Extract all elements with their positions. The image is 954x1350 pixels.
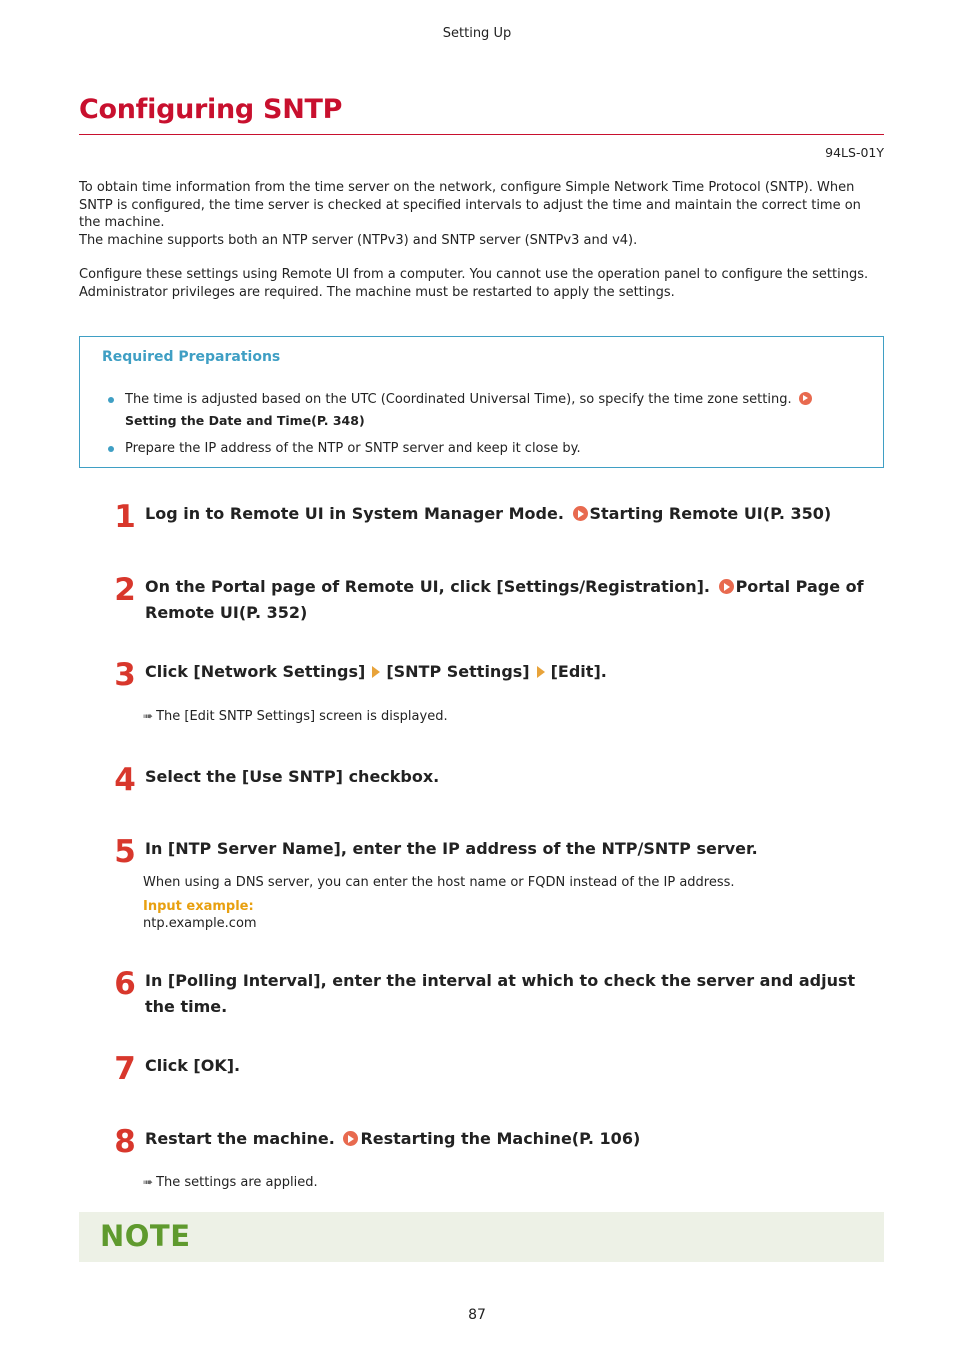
title-rule xyxy=(79,134,884,135)
preparation-link[interactable]: Setting the Date and Time(P. 348) xyxy=(125,413,365,428)
step-4: Select the [Use SNTP] checkbox. xyxy=(145,767,440,786)
intro-text: Administrator privileges are required. The machine must be restarted to apply the settings. xyxy=(79,284,675,300)
intro-text: The machine supports both an NTP server (NTPv3) and SNTP server (SNTPv3 and v4). xyxy=(79,232,638,248)
menu-path-item: [SNTP Settings] xyxy=(386,662,530,681)
preparation-item xyxy=(102,438,862,459)
step-8 xyxy=(145,1126,865,1152)
intro-text: To obtain time information from the time server on the network, configure Simple Network Time Protocol (SNTP). When SNTP is configured, the time server is checked at specified intervals to adjust the time and maintain the correct time on the machine. xyxy=(79,180,861,230)
path-separator-icon xyxy=(537,666,545,678)
bullet-icon xyxy=(108,446,114,452)
input-example-value: ntp.example.com xyxy=(143,916,257,931)
reference-arrow-icon xyxy=(573,506,588,521)
running-header: Setting Up xyxy=(442,26,512,41)
page-title: Configuring SNTP xyxy=(79,94,343,125)
intro-paragraph-2 xyxy=(79,266,879,301)
result-arrow-icon: ➠ xyxy=(143,1175,154,1189)
result-arrow-icon: ➠ xyxy=(143,709,154,723)
step-number: 7 xyxy=(114,1051,136,1087)
step-link[interactable]: Restarting the Machine(P. 106) xyxy=(360,1129,641,1148)
page-number: 87 xyxy=(468,1307,486,1323)
step-number: 5 xyxy=(114,834,136,870)
step-link[interactable]: Starting Remote UI(P. 350) xyxy=(589,504,832,523)
preparation-text: The time is adjusted based on the UTC (Coordinated Universal Time), so specify the time zone setting. xyxy=(125,392,792,407)
step-number: 6 xyxy=(114,966,136,1002)
step-2 xyxy=(145,574,865,626)
step-number: 3 xyxy=(114,657,136,693)
menu-path-item: Click [Network Settings] xyxy=(145,662,366,681)
bullet-icon xyxy=(108,397,114,403)
result-text: The settings are applied. xyxy=(156,1175,318,1190)
reference-arrow-icon xyxy=(719,579,734,594)
path-separator-icon xyxy=(372,666,380,678)
input-example-label: Input example: xyxy=(143,899,254,914)
step-text: Log in to Remote UI in System Manager Mode. xyxy=(145,504,564,523)
reference-arrow-icon xyxy=(799,392,812,405)
note-title: NOTE xyxy=(100,1219,191,1253)
step-number: 4 xyxy=(114,762,136,798)
step-result xyxy=(143,1175,318,1190)
step-5: In [NTP Server Name], enter the IP address of the NTP/SNTP server. xyxy=(145,839,758,858)
step-number: 8 xyxy=(114,1124,136,1160)
step-link[interactable]: Portal Page of Remote UI(P. 352) xyxy=(145,577,864,622)
preparation-text: Prepare the IP address of the NTP or SNTP server and keep it close by. xyxy=(125,441,581,456)
step-number: 1 xyxy=(114,499,136,535)
step-text: On the Portal page of Remote UI, click [Settings/Registration]. xyxy=(145,577,710,596)
step-6: In [Polling Interval], enter the interval at which to check the server and adjust the time. xyxy=(145,971,856,1016)
required-preparations-box xyxy=(79,336,884,468)
step-1 xyxy=(145,501,865,527)
step-detail: When using a DNS server, you can enter the host name or FQDN instead of the IP address. xyxy=(143,875,735,890)
step-7: Click [OK]. xyxy=(145,1056,241,1075)
preparation-item xyxy=(102,389,862,432)
preparations-title: Required Preparations xyxy=(102,349,281,365)
result-text: The [Edit SNTP Settings] screen is displayed. xyxy=(156,709,448,724)
note-box xyxy=(79,1212,884,1262)
intro-text: Configure these settings using Remote UI from a computer. You cannot use the operation panel to configure the settings. xyxy=(79,267,869,282)
step-result xyxy=(143,709,448,724)
step-number: 2 xyxy=(114,572,136,608)
step-3 xyxy=(145,659,865,685)
step-text: Restart the machine. xyxy=(145,1129,335,1148)
document-id: 94LS-01Y xyxy=(825,145,884,160)
intro-paragraph-1 xyxy=(79,179,879,249)
reference-arrow-icon xyxy=(343,1131,358,1146)
menu-path-item: [Edit]. xyxy=(550,662,607,681)
